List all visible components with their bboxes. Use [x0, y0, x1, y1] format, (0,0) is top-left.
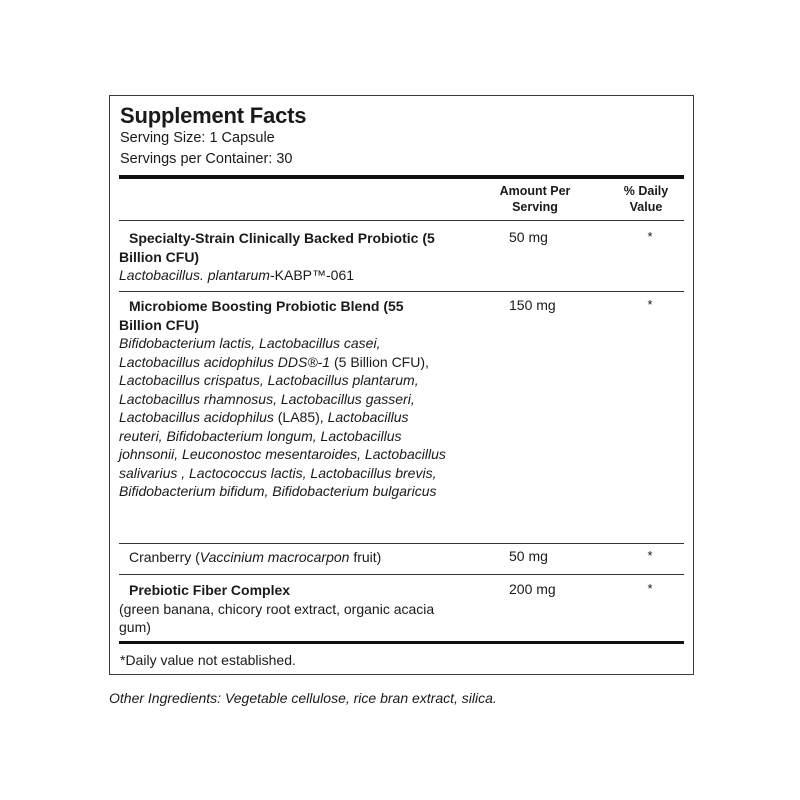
amount-value: 50 mg: [509, 548, 548, 564]
supplement-facts-panel: [109, 95, 694, 675]
ingredient-name: Prebiotic Fiber Complex (green banana, chicory root extract, organic acacia gum): [119, 582, 435, 635]
amount-per-serving-header: Amount Per Serving: [499, 184, 571, 214]
other-ingredients: Other Ingredients: Vegetable cellulose, rice bran extract, silica.: [109, 690, 497, 706]
footnote: *Daily value not established.: [120, 652, 296, 668]
row-divider: [119, 574, 684, 575]
daily-value: *: [647, 548, 653, 563]
footer-rule-thick: [119, 641, 684, 644]
row-divider: [119, 543, 684, 544]
amount-value: 50 mg: [509, 229, 548, 245]
amount-value: 200 mg: [509, 581, 556, 597]
daily-value: *: [647, 581, 653, 596]
panel-title: Supplement Facts: [120, 103, 307, 128]
header-rule-thick: [119, 175, 684, 179]
daily-value-header: % Daily Value: [623, 184, 669, 214]
servings-per-container: Servings per Container: 30: [120, 151, 293, 167]
ingredient-name: Microbiome Boosting Probiotic Blend (55 Billion CFU) Bifidobacterium lactis, Lactobacillus casei, Lactobacillus acidophilus DDS®-1 (5 Billion CFU), Lactobacillus crispatus, Lactobacillus plantarum, Lactobacillus rhamnosus, Lactobacillus gasseri, Lactobacillus acidophilus (LA85), Lactobacillus reuteri, Bifidobacterium longum, Lactobacillus johnsonii, Leuconostoc mesentaroides, Lactobacillus salivarius , Lactococcus lactis, Lactobacillus brevis, Bifidobacterium bifidum, Bifidobacterium bulgaricus: [119, 298, 446, 499]
ingredient-name: Specialty-Strain Clinically Backed Probiotic (5 Billion CFU) Lactobacillus. plantarum-KABP™-061: [119, 230, 435, 283]
daily-value: *: [647, 297, 653, 312]
ingredient-name: Cranberry (Vaccinium macrocarpon fruit): [129, 549, 382, 565]
amount-value: 150 mg: [509, 297, 556, 313]
serving-size: Serving Size: 1 Capsule: [120, 130, 275, 146]
row-divider: [119, 220, 684, 221]
row-divider: [119, 291, 684, 292]
daily-value: *: [647, 229, 653, 244]
